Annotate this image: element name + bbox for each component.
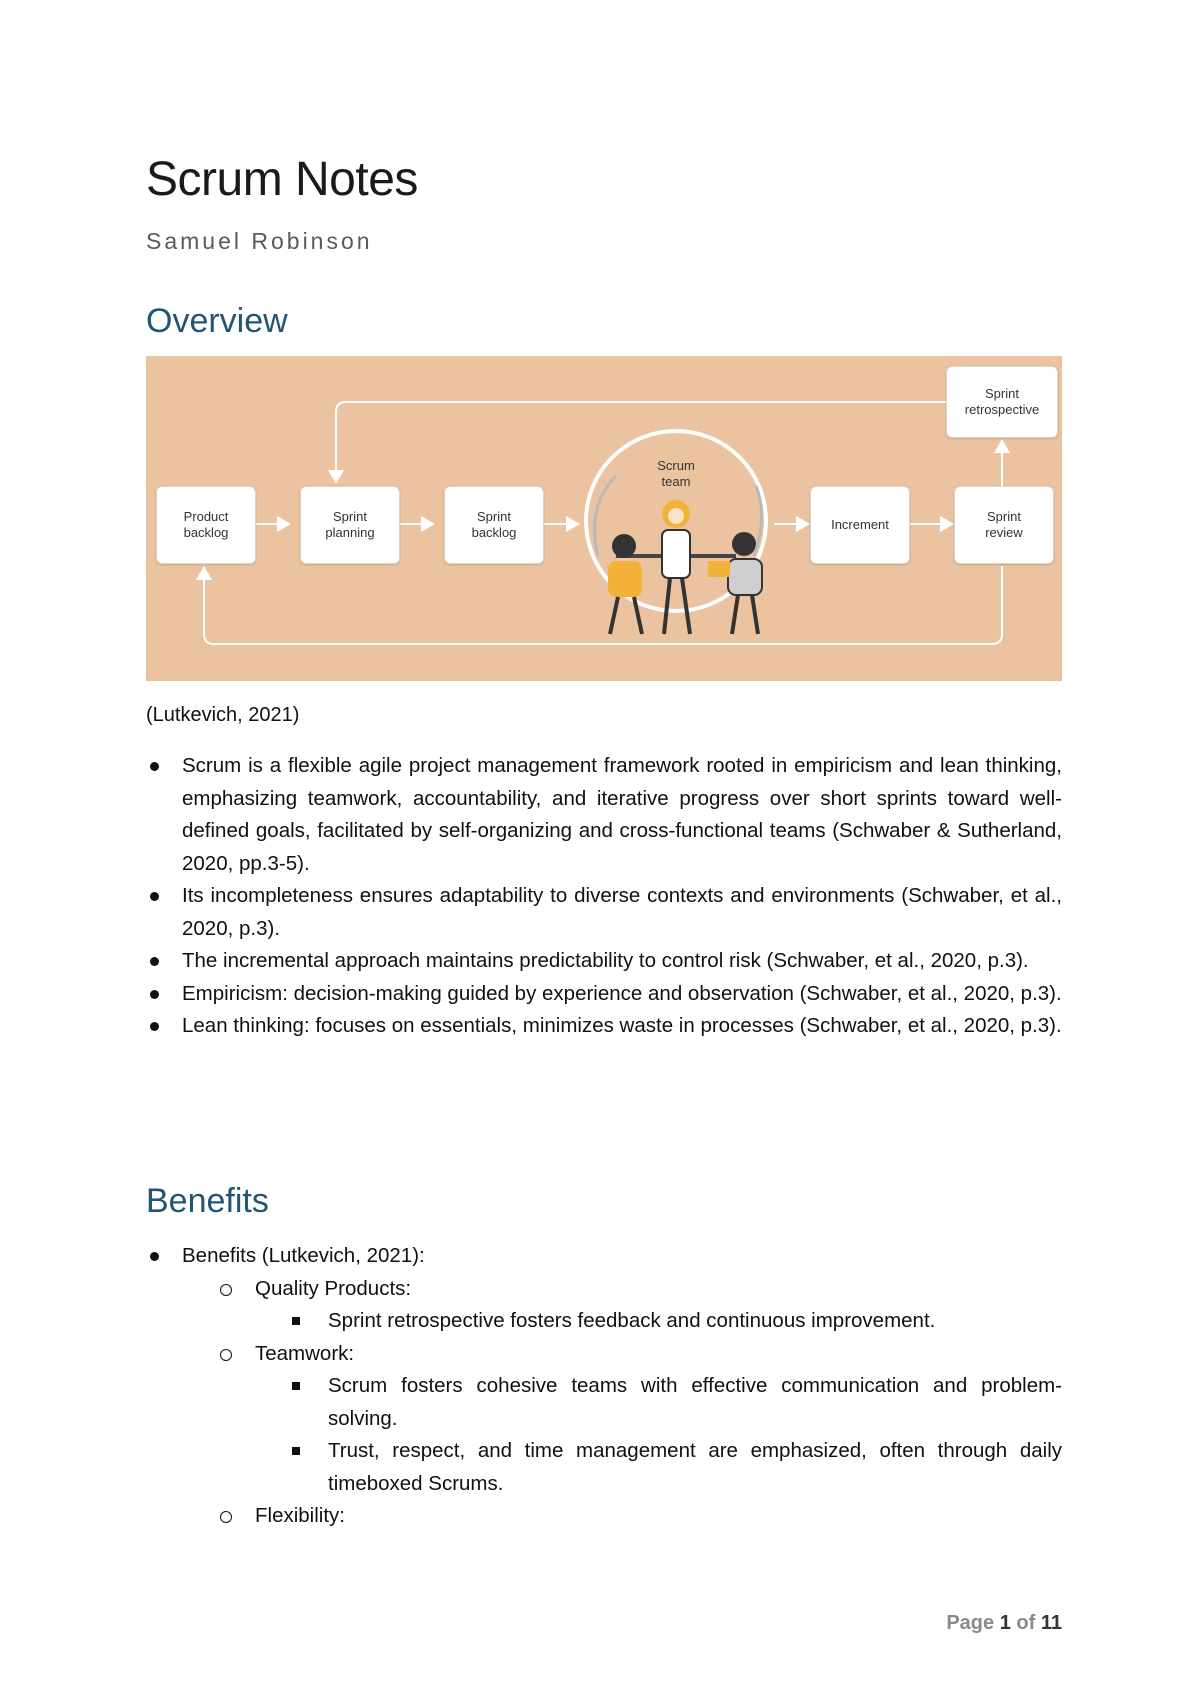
scrum-team-line-1: Scrum xyxy=(657,458,695,473)
sprint-backlog-box xyxy=(444,486,544,564)
flexibility-label: Flexibility: xyxy=(255,1504,345,1527)
sprint-backlog-line-1: Sprint xyxy=(477,509,511,524)
bullet-square-icon xyxy=(292,1447,300,1455)
team-illustration xyxy=(608,500,762,634)
sprint-retrospective-line-1: Sprint xyxy=(985,386,1019,401)
product-backlog-line-2: backlog xyxy=(183,525,229,540)
list-item xyxy=(146,1338,1062,1371)
document-author: Samuel Robinson xyxy=(146,228,373,254)
increment-box xyxy=(810,486,910,564)
sprint-planning-line-1: Sprint xyxy=(333,509,367,524)
list-item xyxy=(146,978,1062,1011)
sprint-review-line-2: review xyxy=(985,525,1023,540)
list-item xyxy=(146,1370,1062,1435)
sprint-planning-line-2: planning xyxy=(325,525,375,540)
sprint-review-box xyxy=(954,486,1054,564)
bullet-circle-icon xyxy=(220,1349,232,1361)
quality-label: Quality Products: xyxy=(255,1276,412,1300)
overview-heading: Overview xyxy=(146,302,288,340)
teamwork-item: Scrum fosters cohesive teams with effective communication and problem-solving. xyxy=(328,1374,1062,1430)
bullet-text: Empiricism: decision-making guided by experience and observation (Schwaber, et al., 2020, p.3). xyxy=(182,981,1062,1005)
overview-bullet-list xyxy=(146,750,1062,1043)
arrow-loop-to-product-backlog xyxy=(204,566,1002,644)
of-word: of xyxy=(1016,1612,1036,1634)
product-backlog-box xyxy=(156,486,256,564)
sprint-retrospective-box xyxy=(946,366,1058,438)
bullet-circle-icon xyxy=(220,1511,232,1523)
list-item xyxy=(146,1240,1062,1273)
list-item xyxy=(146,1500,1062,1533)
list-item xyxy=(146,1435,1062,1500)
product-backlog-line-1: Product xyxy=(183,509,229,524)
teamwork-item: Trust, respect, and time management are emphasized, often through daily timeboxed Scrums. xyxy=(328,1439,1062,1495)
benefits-intro: Benefits (Lutkevich, 2021): xyxy=(182,1244,425,1267)
list-item xyxy=(146,945,1062,978)
scrum-team-label xyxy=(644,456,708,492)
sprint-planning-box xyxy=(300,486,400,564)
sprint-retrospective-line-2: retrospective xyxy=(964,402,1040,417)
sprint-review-line-1: Sprint xyxy=(987,509,1021,524)
bullet-dot-icon xyxy=(150,1252,159,1261)
bullet-text: Its incompleteness ensures adaptability to diverse contexts and environments (Schwaber, et al., 2020, p.3). xyxy=(182,884,1062,940)
page-number-footer xyxy=(946,1612,1062,1635)
sprint-backlog-line-2: backlog xyxy=(471,525,517,540)
bullet-dot-icon xyxy=(150,1022,159,1031)
bullet-dot-icon xyxy=(150,990,159,999)
benefits-list xyxy=(146,1240,1062,1533)
diagram-connectors xyxy=(146,356,1062,681)
bullet-dot-icon xyxy=(150,892,159,901)
scrum-team-line-2: team xyxy=(661,474,691,489)
teamwork-label: Teamwork: xyxy=(255,1341,355,1365)
benefits-heading: Benefits xyxy=(146,1182,269,1220)
bullet-circle-icon xyxy=(220,1284,232,1296)
list-item xyxy=(146,750,1062,880)
increment-line-1: Increment xyxy=(831,517,889,532)
quality-item: Sprint retrospective fosters feedback and continuous improvement. xyxy=(328,1309,936,1332)
scrum-process-diagram xyxy=(146,356,1062,681)
list-item xyxy=(146,1305,1062,1338)
bullet-text: Lean thinking: focuses on essentials, minimizes waste in processes (Schwaber, et al., 2020, p.3). xyxy=(182,1014,1062,1037)
bullet-text: The incremental approach maintains predictability to control risk (Schwaber, et al., 2020, p.3). xyxy=(182,949,1029,972)
page-word: Page xyxy=(946,1612,995,1634)
bullet-square-icon xyxy=(292,1382,300,1390)
total-pages: 11 xyxy=(1040,1612,1062,1634)
list-item xyxy=(146,880,1062,945)
list-item xyxy=(146,1010,1062,1043)
bullet-square-icon xyxy=(292,1317,300,1325)
bullet-text: Scrum is a flexible agile project management framework rooted in empiricism and lean thinking, emphasizing teamwork, accountability, and iterative progress over short sprints toward well-defined goals, facilitated by self-organizing and cross-functional teams (Schwaber & Sutherland, 2020, pp.3-5). xyxy=(182,754,1062,875)
figure-citation: (Lutkevich, 2021) xyxy=(146,704,300,726)
document-title: Scrum Notes xyxy=(146,153,418,206)
bullet-dot-icon xyxy=(150,957,159,966)
list-item xyxy=(146,1273,1062,1306)
current-page: 1 xyxy=(999,1612,1011,1634)
bullet-dot-icon xyxy=(150,762,159,771)
